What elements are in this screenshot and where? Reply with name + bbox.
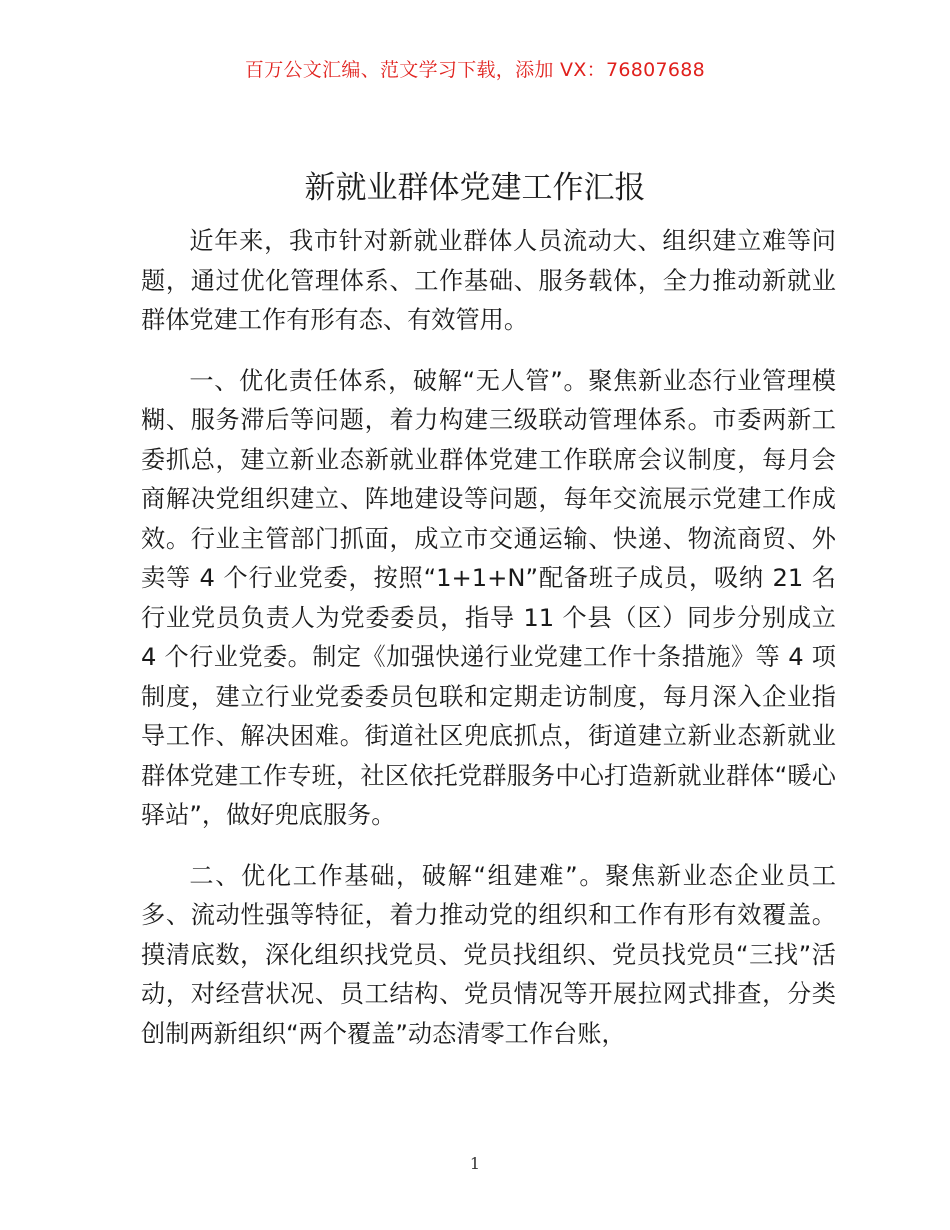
paragraph-intro: 近年来，我市针对新就业群体人员流动大、组织建立难等问题，通过优化管理体系、工作基础、服务载体，全力推动新就业群体党建工作有形有态、有效管用。 — [141, 227, 836, 334]
header-banner: 百万公文汇编、范文学习下载，添加 VX：76807688 — [244, 59, 706, 81]
paragraph-section-2: 二、优化工作基础，破解“组建难”。聚焦新业态企业员工多、流动性强等特征，着力推动党的组织和工作有形有效覆盖。摸清底数，深化组织找党员、党员找组织、党员找党员“三找”活动，对经营状况、员工结构、党员情况等开展拉网式排查，分类创制两新组织“两个覆盖”动态清零工作台账， — [141, 861, 836, 1048]
page-number: 1 — [469, 1154, 481, 1173]
paragraph-section-1: 一、优化责任体系，破解“无人管”。聚焦新业态行业管理模糊、服务滞后等问题，着力构建三级联动管理体系。市委两新工委抓总，建立新业态新就业群体党建工作联席会议制度，每月会商解决党组织建立、阵地建设等问题，每年交流展示党建工作成效。行业主管部门抓面，成立市交通运输、快递、物流商贸、外卖等 4 个行业党委，按照“1+1+N”配备班子成员，吸纳 21 名行业党员负责人为党委委员，指导 11 个县（区）同步分别成立 4 个行业党委。制定《加强快递行业党建工作十条措施》等 4 项制度，建立行业党委委员包联和定期走访制度，每月深入企业指导工作、解决困难。街道社区兜底抓点，街道建立新业态新就业群体党建工作专班，社区依托党群服务中心打造新就业群体“暖心驿站”，做好兜底服务。 — [141, 366, 836, 829]
document-title: 新就业群体党建工作汇报 — [304, 170, 646, 206]
document-body — [141, 222, 836, 1054]
